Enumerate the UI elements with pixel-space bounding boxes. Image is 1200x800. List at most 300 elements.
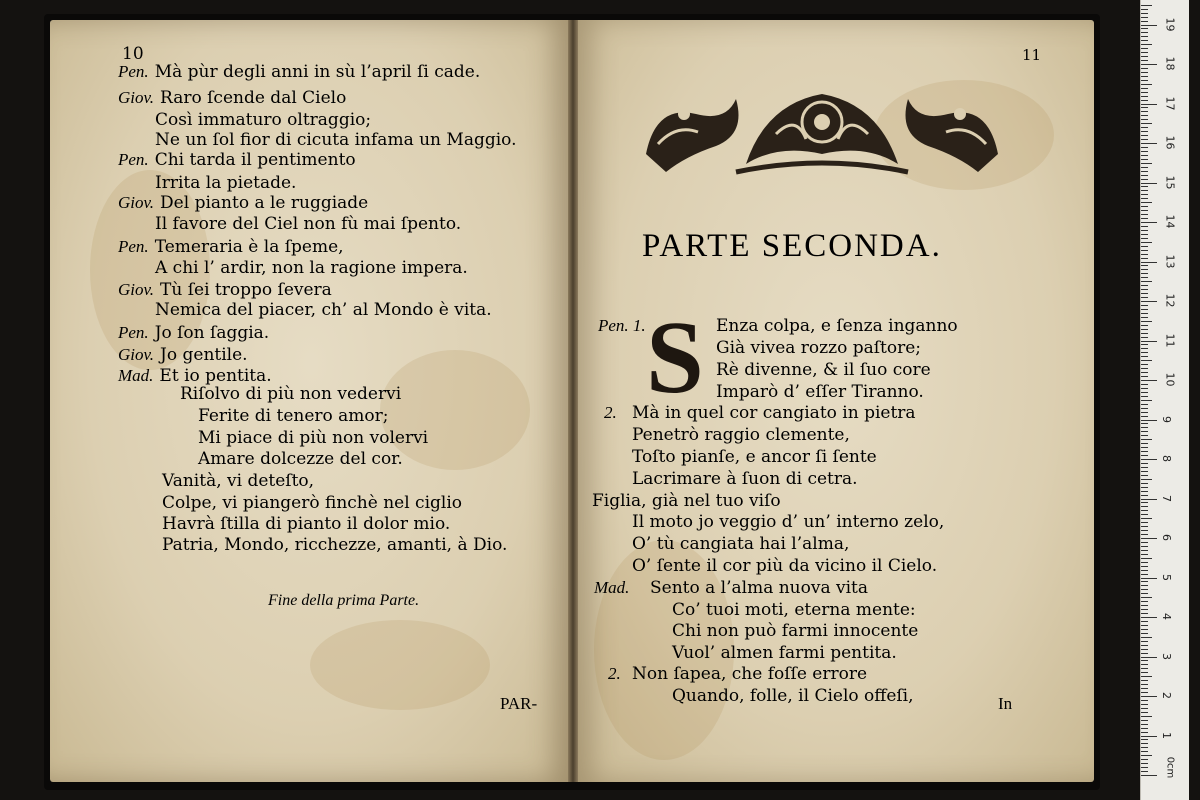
ruler-tick xyxy=(1141,609,1148,610)
ruler-number: 12 xyxy=(1163,293,1177,308)
page-number-left: 10 xyxy=(122,44,144,64)
ruler-tick xyxy=(1141,463,1148,464)
ruler-tick xyxy=(1141,479,1152,480)
ruler-tick xyxy=(1141,420,1157,421)
ruler-tick xyxy=(1141,617,1157,618)
ruler-tick xyxy=(1141,167,1148,168)
ruler-tick xyxy=(1141,206,1148,207)
ruler-tick xyxy=(1141,364,1148,365)
ruler-tick xyxy=(1141,380,1157,381)
ruler-tick xyxy=(1141,597,1152,598)
ruler-tick xyxy=(1141,64,1157,65)
woodcut-ornament-icon xyxy=(636,84,1008,180)
ruler-tick xyxy=(1141,52,1148,53)
ruler-tick xyxy=(1141,621,1148,622)
ruler-tick xyxy=(1141,499,1157,500)
verse-line: Co’ tuoi moti, eterna mente: xyxy=(672,600,916,620)
ruler-tick xyxy=(1141,163,1152,164)
ruler-tick xyxy=(1141,522,1148,523)
speaker-label: 2. xyxy=(604,403,617,422)
ruler-tick xyxy=(1141,242,1152,243)
ruler-tick xyxy=(1141,767,1148,768)
ruler-tick xyxy=(1141,530,1148,531)
ruler-tick xyxy=(1141,40,1148,41)
ruler-number: 2 xyxy=(1160,692,1173,699)
ruler-tick xyxy=(1141,190,1148,191)
ruler-tick xyxy=(1141,510,1148,511)
ruler-tick xyxy=(1141,285,1148,286)
ruler-number: 18 xyxy=(1163,56,1177,71)
ruler-tick xyxy=(1141,273,1148,274)
ruler-tick xyxy=(1141,657,1157,658)
ruler-tick xyxy=(1141,305,1148,306)
ruler-tick xyxy=(1141,668,1148,669)
ruler-number: 17 xyxy=(1163,96,1177,110)
verse-line xyxy=(118,150,356,170)
ruler-tick xyxy=(1141,210,1148,211)
ruler-tick xyxy=(1141,625,1148,626)
ruler-tick xyxy=(1141,712,1148,713)
ruler-tick xyxy=(1141,676,1152,677)
drop-cap: S xyxy=(646,300,704,415)
verse-text: Così immaturo oltraggio; xyxy=(155,110,372,130)
speaker-label: Pen. xyxy=(118,237,149,256)
verse-line: Già vivea rozzo paſtore; xyxy=(716,338,922,358)
ruler-tick xyxy=(1141,234,1148,235)
verse-line: Figlia, già nel tuo viſo xyxy=(592,491,781,511)
ruler-tick xyxy=(1141,502,1148,503)
ruler-tick xyxy=(1141,36,1148,37)
ruler-tick xyxy=(1141,262,1157,263)
ruler-tick xyxy=(1141,534,1148,535)
ruler-tick xyxy=(1141,155,1148,156)
ruler-tick xyxy=(1141,325,1148,326)
ruler-tick xyxy=(1141,506,1148,507)
ruler-tick xyxy=(1141,759,1148,760)
ruler-tick xyxy=(1141,183,1157,184)
ruler-tick xyxy=(1141,633,1148,634)
ruler-number: 1 xyxy=(1160,731,1173,739)
ruler-tick xyxy=(1141,289,1148,290)
ruler-tick xyxy=(1141,293,1148,294)
ruler-tick xyxy=(1141,317,1148,318)
ruler-tick xyxy=(1141,451,1148,452)
ruler-tick xyxy=(1141,80,1148,81)
ruler-tick xyxy=(1141,388,1148,389)
verse-line xyxy=(155,214,461,234)
verse-line: O’ ſente il cor più da vicino il Cielo. xyxy=(632,556,938,576)
ruler-tick xyxy=(1141,84,1152,85)
ruler-tick xyxy=(1141,605,1148,606)
ruler-tick xyxy=(1141,483,1148,484)
verse-line xyxy=(118,366,272,386)
verse-text: Havrà ſtilla di pianto il dolor mio. xyxy=(162,514,451,534)
ruler-number: 15 xyxy=(1163,175,1177,189)
ruler-tick xyxy=(1141,570,1148,571)
ruler-tick xyxy=(1141,447,1148,448)
verse-text: Amare dolcezze del cor. xyxy=(198,449,403,469)
ruler-tick xyxy=(1141,475,1148,476)
ruler-tick xyxy=(1141,416,1148,417)
speaker-label: Giov. xyxy=(118,193,155,212)
ruler-tick xyxy=(1141,763,1148,764)
ruler-tick xyxy=(1141,412,1148,413)
ruler-number: 16 xyxy=(1163,135,1177,150)
ruler-tick xyxy=(1141,538,1157,539)
ruler-tick xyxy=(1141,111,1148,112)
ruler-tick xyxy=(1141,107,1148,108)
ruler-number: 7 xyxy=(1160,494,1173,502)
ruler-tick xyxy=(1141,736,1157,737)
ruler-tick xyxy=(1141,514,1148,515)
verse-line: Quando, folle, il Cielo offeſi, xyxy=(672,686,914,706)
ruler-tick xyxy=(1141,28,1148,29)
ruler-tick xyxy=(1141,281,1152,282)
speaker-label: Giov. xyxy=(118,345,155,364)
ruler-tick xyxy=(1141,692,1148,693)
verse-text: Irrita la pietade. xyxy=(155,173,297,193)
ruler-tick xyxy=(1141,277,1148,278)
verse-line xyxy=(118,280,332,300)
ruler-tick xyxy=(1141,56,1148,57)
ruler-number: 13 xyxy=(1163,254,1177,268)
verse-line xyxy=(118,88,346,108)
ruler-tick xyxy=(1141,214,1148,215)
ruler-tick xyxy=(1141,495,1148,496)
ruler-tick xyxy=(1141,427,1148,428)
ruler-tick xyxy=(1141,352,1148,353)
verse-text: A chi l’ ardir, non la ragione impera. xyxy=(155,258,468,278)
verse-line xyxy=(118,62,480,82)
ruler-tick xyxy=(1141,72,1148,73)
ruler-tick xyxy=(1141,218,1148,219)
ruler-tick xyxy=(1141,44,1152,45)
ruler-tick xyxy=(1141,435,1148,436)
ruler-number: 8 xyxy=(1160,455,1173,462)
verse-line xyxy=(155,173,296,193)
ruler-number: 5 xyxy=(1160,573,1173,581)
part-end-line: Fine della prima Parte. xyxy=(268,592,420,609)
ruler-number: 3 xyxy=(1160,652,1173,660)
verse-line: Toſto pianſe, e ancor ſi ſente xyxy=(632,447,877,467)
verse-text: Jo ſon ſaggia. xyxy=(154,323,270,343)
ruler-tick xyxy=(1141,720,1148,721)
ruler-tick xyxy=(1141,76,1148,77)
ruler-tick xyxy=(1141,159,1148,160)
ruler-tick xyxy=(1141,269,1148,270)
ruler-tick xyxy=(1141,574,1148,575)
ruler-tick xyxy=(1141,321,1152,322)
ruler-tick xyxy=(1141,775,1157,776)
ruler-tick xyxy=(1141,443,1148,444)
verse-text: Il favore del Ciel non fù mai ſpento. xyxy=(155,214,462,234)
ruler-tick xyxy=(1141,194,1148,195)
verse-line xyxy=(180,384,401,404)
ruler-tick xyxy=(1141,115,1148,116)
ruler-tick xyxy=(1141,341,1157,342)
verse-text: Del pianto a le ruggiade xyxy=(160,193,369,213)
speaker-label: Mad. xyxy=(594,578,630,597)
ruler-tick xyxy=(1141,151,1148,152)
ruler-number: 10 xyxy=(1163,372,1177,387)
ruler-tick xyxy=(1141,309,1148,310)
ruler-tick xyxy=(1141,755,1152,756)
ruler-tick xyxy=(1141,186,1148,187)
verse-line xyxy=(155,130,517,150)
verse-line xyxy=(162,535,507,555)
measurement-ruler xyxy=(1140,0,1189,800)
ruler-tick xyxy=(1141,400,1152,401)
ruler-tick xyxy=(1141,258,1148,259)
ruler-tick xyxy=(1141,708,1148,709)
verse-line: Imparò d’ eſſer Tiranno. xyxy=(716,382,924,402)
verse-line: Sento a l’alma nuova vita xyxy=(650,578,869,598)
ruler-tick xyxy=(1141,100,1148,101)
ruler-unit-label: 0cm xyxy=(1164,756,1176,779)
verse-text: Chi tarda il pentimento xyxy=(154,150,356,170)
ruler-tick xyxy=(1141,147,1148,148)
ruler-tick xyxy=(1141,344,1148,345)
verse-text: Jo gentile. xyxy=(160,345,248,365)
ruler-number: 14 xyxy=(1163,214,1177,229)
verse-line: Vuol’ almen farmi pentita. xyxy=(672,643,897,663)
speaker-label: Pen. 1. xyxy=(598,316,646,335)
ruler-tick xyxy=(1141,96,1148,97)
ruler-tick xyxy=(1141,127,1148,128)
ruler-tick xyxy=(1141,376,1148,377)
ruler-tick xyxy=(1141,360,1152,361)
ruler-tick xyxy=(1141,21,1148,22)
ruler-tick xyxy=(1141,743,1148,744)
verse-text: Ferite di tenero amor; xyxy=(198,406,389,426)
verse-line xyxy=(118,323,269,343)
ruler-tick xyxy=(1141,728,1148,729)
ruler-tick xyxy=(1141,459,1157,460)
ruler-tick xyxy=(1141,246,1148,247)
ruler-tick xyxy=(1141,254,1148,255)
ruler-tick xyxy=(1141,491,1148,492)
ruler-tick xyxy=(1141,198,1148,199)
ruler-tick xyxy=(1141,664,1148,665)
ruler-tick xyxy=(1141,175,1148,176)
catchword-right: In xyxy=(998,694,1013,713)
ruler-tick xyxy=(1141,88,1148,89)
ruler-tick xyxy=(1141,739,1148,740)
verse-line: Il moto jo veggio d’ un’ interno zelo, xyxy=(632,512,945,532)
ruler-tick xyxy=(1141,467,1148,468)
ruler-tick xyxy=(1141,558,1152,559)
verse-line xyxy=(198,449,403,469)
ruler-tick xyxy=(1141,554,1148,555)
ruler-tick xyxy=(1141,5,1152,6)
ruler-tick xyxy=(1141,526,1148,527)
ruler-tick xyxy=(1141,131,1148,132)
ruler-tick xyxy=(1141,546,1148,547)
verse-line: Enza colpa, e ſenza inganno xyxy=(716,316,958,336)
ruler-tick xyxy=(1141,518,1152,519)
ruler-tick xyxy=(1141,297,1148,298)
ruler-tick xyxy=(1141,13,1148,14)
ruler-tick xyxy=(1141,455,1148,456)
ruler-tick xyxy=(1141,301,1157,302)
ruler-tick xyxy=(1141,17,1148,18)
ruler-tick xyxy=(1141,119,1148,120)
ruler-tick xyxy=(1141,471,1148,472)
ruler-tick xyxy=(1141,751,1148,752)
verse-line xyxy=(162,493,462,513)
verse-line xyxy=(198,428,428,448)
section-title: PARTE SECONDA. xyxy=(642,228,942,264)
ruler-tick xyxy=(1141,747,1148,748)
verse-text: Temeraria è la ſpeme, xyxy=(154,237,344,257)
ruler-tick xyxy=(1141,92,1148,93)
speaker-label: Giov. xyxy=(118,88,155,107)
ruler-tick xyxy=(1141,550,1148,551)
speaker-label: Pen. xyxy=(118,150,149,169)
ruler-tick xyxy=(1141,771,1148,772)
ruler-tick xyxy=(1141,356,1148,357)
verse-line: Mà in quel cor cangiato in pietra xyxy=(632,403,916,423)
ruler-tick xyxy=(1141,542,1148,543)
ruler-tick xyxy=(1141,32,1148,33)
verse-text: Mi piace di più non volervi xyxy=(198,428,429,448)
verse-line: Rè divenne, & il ſuo core xyxy=(716,360,931,380)
ruler-tick xyxy=(1141,329,1148,330)
speaker-label: 2. xyxy=(608,664,621,683)
ruler-tick xyxy=(1141,135,1148,136)
verse-line xyxy=(118,345,248,365)
ruler-tick xyxy=(1141,637,1152,638)
ruler-tick xyxy=(1141,202,1152,203)
verse-line xyxy=(155,110,371,130)
ruler-tick xyxy=(1141,684,1148,685)
verse-text: Raro ſcende dal Cielo xyxy=(160,88,347,108)
ruler-tick xyxy=(1141,423,1148,424)
ruler-tick xyxy=(1141,641,1148,642)
page-number-right: 11 xyxy=(1022,46,1042,64)
ruler-tick xyxy=(1141,179,1148,180)
ruler-number: 9 xyxy=(1160,415,1173,423)
ruler-tick xyxy=(1141,613,1148,614)
ruler-tick xyxy=(1141,680,1148,681)
ruler-tick xyxy=(1141,265,1148,266)
verse-line xyxy=(118,193,368,213)
ruler-tick xyxy=(1141,337,1148,338)
verse-text: Patria, Mondo, ricchezze, amanti, à Dio. xyxy=(162,535,508,555)
ruler-tick xyxy=(1141,487,1148,488)
verse-text: Mà pùr degli anni in sù l’april ſi cade. xyxy=(154,62,481,82)
verse-text: Nemica del piacer, ch’ al Mondo è vita. xyxy=(155,300,492,320)
ruler-tick xyxy=(1141,404,1148,405)
speaker-label: Pen. xyxy=(118,323,149,342)
verse-text: Riſolvo di più non vedervi xyxy=(180,384,402,404)
ruler-tick xyxy=(1141,593,1148,594)
verse-text: Ne un ſol fior di cicuta infama un Maggio. xyxy=(155,130,517,150)
book-gutter xyxy=(568,20,578,782)
ruler-tick xyxy=(1141,672,1148,673)
ruler-tick xyxy=(1141,25,1157,26)
ruler-tick xyxy=(1141,566,1148,567)
ruler-tick xyxy=(1141,368,1148,369)
ruler-tick xyxy=(1141,392,1148,393)
verse-line: O’ tù cangiata hai l’alma, xyxy=(632,534,850,554)
ruler-tick xyxy=(1141,384,1148,385)
speaker-label: Giov. xyxy=(118,280,155,299)
verse-line xyxy=(155,258,468,278)
speaker-label: Mad. xyxy=(118,366,154,385)
ruler-tick xyxy=(1141,431,1148,432)
ruler-tick xyxy=(1141,660,1148,661)
ruler-tick xyxy=(1141,578,1157,579)
ruler-tick xyxy=(1141,226,1148,227)
ruler-tick xyxy=(1141,439,1152,440)
ruler-tick xyxy=(1141,696,1157,697)
verse-line xyxy=(162,471,314,491)
ruler-tick xyxy=(1141,585,1148,586)
verse-text: Vanità, vi deteſto, xyxy=(162,471,315,491)
ruler-tick xyxy=(1141,700,1148,701)
ruler-tick xyxy=(1141,68,1148,69)
ruler-tick xyxy=(1141,562,1148,563)
ruler-tick xyxy=(1141,653,1148,654)
ruler-tick xyxy=(1141,9,1148,10)
ruler-tick xyxy=(1141,250,1148,251)
ruler-tick xyxy=(1141,581,1148,582)
ruler-tick xyxy=(1141,732,1148,733)
verse-text: Et io pentita. xyxy=(159,366,272,386)
ruler-tick xyxy=(1141,704,1148,705)
ruler-tick xyxy=(1141,333,1148,334)
verse-line xyxy=(162,514,450,534)
ruler-tick xyxy=(1141,716,1152,717)
verse-line xyxy=(198,406,389,426)
ruler-tick xyxy=(1141,601,1148,602)
ruler-number: 4 xyxy=(1160,613,1173,620)
ruler-tick xyxy=(1141,408,1148,409)
ruler-tick xyxy=(1141,143,1157,144)
ruler-tick xyxy=(1141,222,1157,223)
ruler-tick xyxy=(1141,688,1148,689)
verse-line xyxy=(118,237,344,257)
ruler-tick xyxy=(1141,48,1148,49)
ruler-tick xyxy=(1141,238,1148,239)
ruler-tick xyxy=(1141,629,1148,630)
ruler-tick xyxy=(1141,313,1148,314)
verse-line: Penetrò raggio clemente, xyxy=(632,425,850,445)
ruler-tick xyxy=(1141,230,1148,231)
ruler-tick xyxy=(1141,171,1148,172)
ruler-tick xyxy=(1141,104,1157,105)
ruler-number: 11 xyxy=(1163,333,1177,347)
verse-text: Colpe, vi piangerò finchè nel ciglio xyxy=(162,493,463,513)
ruler-tick xyxy=(1141,649,1148,650)
verse-text: Tù ſei troppo ſevera xyxy=(160,280,332,300)
ruler-tick xyxy=(1141,348,1148,349)
ruler-tick xyxy=(1141,396,1148,397)
verse-line: Non ſapea, che foſſe errore xyxy=(632,664,868,684)
ruler-tick xyxy=(1141,123,1152,124)
verse-line xyxy=(155,300,492,320)
ruler-tick xyxy=(1141,139,1148,140)
catchword-left: PAR- xyxy=(500,694,538,713)
ruler-tick xyxy=(1141,589,1148,590)
ruler-tick xyxy=(1141,372,1148,373)
ruler-tick xyxy=(1141,645,1148,646)
ruler-number: 19 xyxy=(1163,17,1177,31)
speaker-label: Pen. xyxy=(118,62,149,81)
ruler-tick xyxy=(1141,724,1148,725)
verse-line: Chi non può farmi innocente xyxy=(672,621,919,641)
